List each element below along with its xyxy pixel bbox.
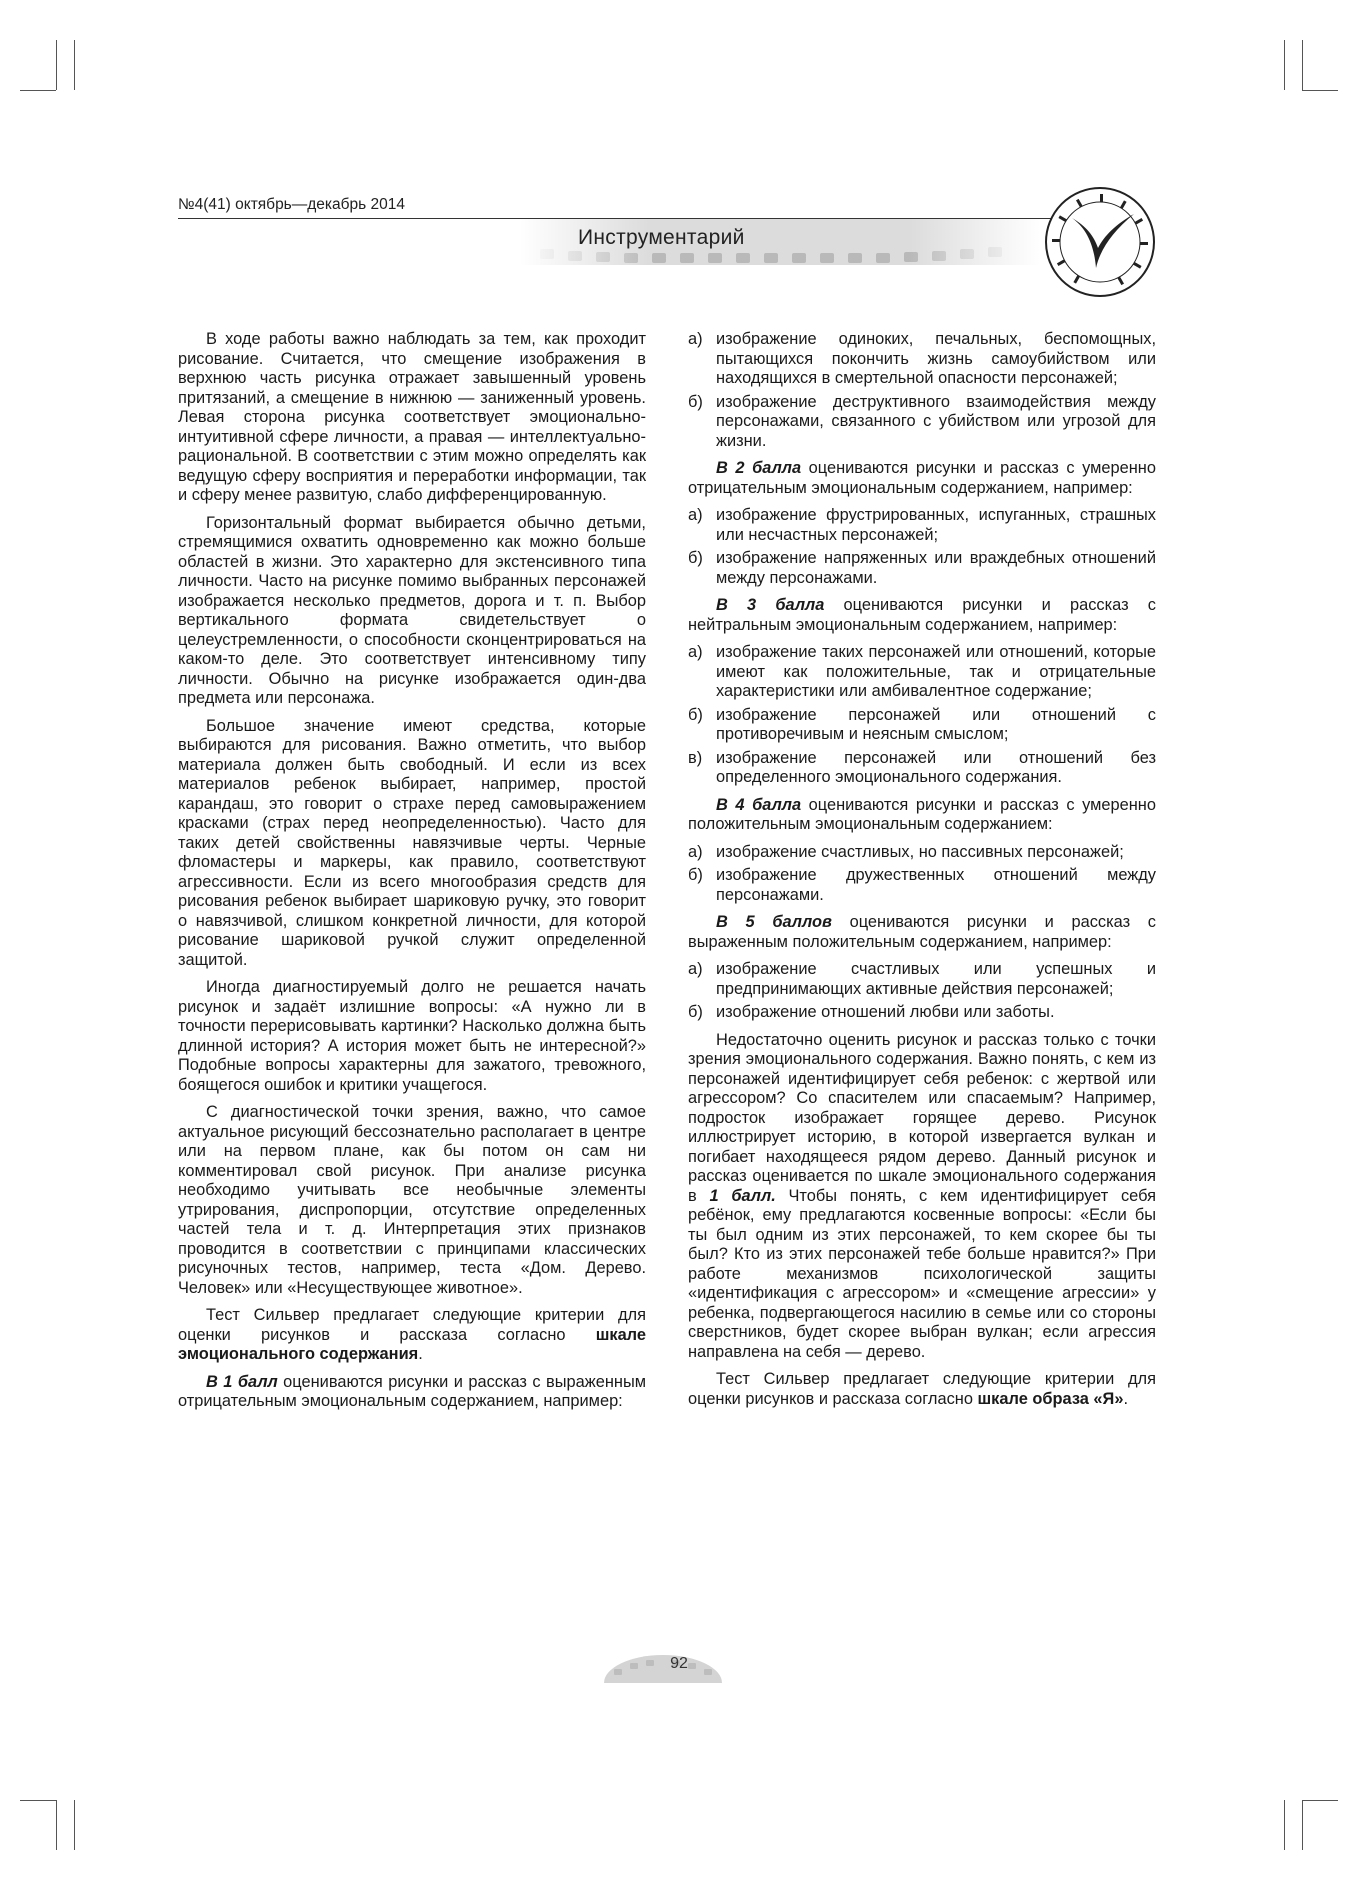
list-item: а) изображение счастливых, но пассивных персонажей; [688, 842, 1124, 861]
paragraph: В 1 балл оцениваются рисунки и рассказ с выраженным отрицательным эмоциональным содержанием, например: [178, 1372, 646, 1410]
crop-mark [20, 1800, 56, 1801]
journal-logo-icon [1042, 184, 1158, 300]
crop-mark [74, 1800, 75, 1850]
list-item: в) изображение персонажей или отношений без определенного эмоционального содержания. [688, 748, 1156, 786]
paragraph: Иногда диагностируемый долго не решается начать рисунок и задаёт излишние вопросы: «А нужно ли в точности перерисовывать картинки? Насколько должна быть длинной история? А история может быть не интересной?» Подобные вопросы характерны для зажатого, тревожного, боящегося ошибок и критики учащегося. [178, 978, 646, 1094]
crop-mark [1284, 1800, 1285, 1850]
paragraph: Тест Сильвер предлагает следующие критерии для оценки рисунков и рассказа согласно шкале образа «Я». [688, 1370, 1156, 1408]
crop-mark [56, 1800, 57, 1850]
crop-mark [74, 40, 75, 90]
list-item: б) изображение деструктивного взаимодействия между персонажами, связанного с убийством или угрозой для жизни. [688, 392, 1156, 450]
crop-mark [1284, 40, 1285, 90]
paragraph: В 3 балла оцениваются рисунки и рассказ с нейтральным эмоциональным содержанием, например: [688, 596, 1156, 634]
score-label: В 5 баллов [716, 913, 832, 931]
paragraph: Большое значение имеют средства, которые выбираются для рисования. Важно отметить, что выбор материала должен быть свободный. И если из всех материалов ребенок выбирает, например, простой карандаш, это говорит о страхе перед самовыражением красками (страх перед неопределенностью). Часто для таких детей свойственны навязчивые черты. Черные фломастеры и маркеры, как правило, соответствуют агрессивности. Если из всего многообразия средств для рисования ребенок выбирает шариковую ручку, это говорит о навязчивой, слишком конкретной личности, для которой рисование шариковой ручкой служит определенной защитой. [178, 716, 646, 969]
crop-mark [1302, 1800, 1303, 1850]
list-item: а) изображение таких персонажей или отношений, которые имеют как положительные, так и отрицательные характеристики или амбивалентное содержание; [688, 643, 1156, 700]
list-item: а) изображение фрустрированных, испуганных, страшных или несчастных персонажей; [688, 506, 1156, 544]
score-label: В 2 балла [716, 459, 802, 477]
paragraph: В 2 балла оцениваются рисунки и рассказ с умеренно отрицательным эмоциональным содержанием, например: [688, 459, 1156, 497]
score-label: В 4 балла [716, 795, 802, 814]
scale-name: шкале образа «Я» [977, 1389, 1124, 1408]
crop-mark [56, 40, 57, 90]
list-item: а) изображение одиноких, печальных, беспомощных, пытающихся покончить жизнь самоубийством или находящихся в смертельной опасности персонажей; [688, 330, 1156, 387]
issue-label: №4(41) октябрь—декабрь 2014 [178, 196, 406, 213]
score-label: В 1 балл [206, 1372, 278, 1391]
crop-mark [1302, 90, 1338, 91]
list-item: б) изображение напряженных или враждебных отношений между персонажами. [688, 549, 1156, 587]
section-title: Инструментарий [578, 226, 745, 249]
list-item: а) изображение счастливых или успешных и предпринимающих активные действия персонажей; [688, 960, 1156, 998]
score-label: 1 балл. [709, 1186, 776, 1205]
page-number: 92 [670, 1655, 688, 1672]
crop-mark [1302, 40, 1303, 90]
list-item: б) изображение дружественных отношений между персонажами. [688, 866, 1156, 904]
right-column [688, 330, 1156, 1417]
paragraph: Недостаточно оценить рисунок и рассказ только с точки зрения эмоционального содержания. Важно понять, с кем из персонажей идентифицирует себя ребенок: с жертвой или агрессором? Со спасителем или спасаемым? Например, подросток изображает горящее дерево. Рисунок иллюстрирует историю, в которой извергается вулкан и погибает находящееся рядом дерево. Данный рисунок и рассказ оценивается по шкале эмоционального содержания в 1 балл. Чтобы понять, с кем идентифицирует себя ребёнок, ему предлагаются косвенные вопросы: «Если бы ты был одним из этих персонажей, то кем скорее бы ты был? Кто из этих персонажей тебе больше нравится?» При работе механизмов психологической защиты «идентификация с агрессором» и «смещение агрессии» у ребенка, подвергающегося насилию в семье или со стороны сверстников, будет скорее выбран вулкан; если агрессия направлена на себя — дерево. [688, 1030, 1157, 1361]
paragraph: В 4 балла оцениваются рисунки и рассказ с умеренно положительным эмоциональным содержанием: [688, 795, 1156, 833]
crop-mark [1302, 1800, 1338, 1801]
paragraph: В 5 баллов оцениваются рисунки и рассказ с выраженным положительным содержанием, например: [688, 913, 1156, 951]
paragraph: Горизонтальный формат выбирается обычно детьми, стремящимися охватить одновременно как можно больше областей в жизни. Это характерно для экстенсивного типа личности. Часто на рисунке помимо выбранных персонажей изображается несколько предметов, дорога и т. п. Выбор вертикального формата свидетельствует о целеустремленности, о способности сконцентрироваться на каком-то деле. Это соответствует интенсивному типу личности. Обычно на рисунке изображается один-два предмета или персонажа. [178, 513, 646, 707]
score-label: В 3 балла [716, 596, 825, 614]
left-column [178, 330, 646, 1420]
scale-name: шкале эмоционального содержания [178, 1325, 646, 1363]
paragraph: Тест Сильвер предлагает следующие критерии для оценки рисунков и рассказа согласно шкале эмоционального содержания. [178, 1306, 646, 1363]
list-item: б) изображение отношений любви или заботы. [688, 1003, 1055, 1021]
crop-mark [20, 90, 56, 91]
paragraph: С диагностической точки зрения, важно, что самое актуальное рисующий бессознательно располагает в центре или на первом плане, как бы потом он сам ни комментировал свой рисунок. При анализе рисунка необходимо учитывать все необычные элементы утрирования, диспропорции, отсутствие определенных частей тела и т. д. Интерпретация этих признаков проводится в соответствии с принципами классических рисуночных тестов, например, теста «Дом. Дерево. Человек» или «Несуществующее животное». [178, 1103, 646, 1297]
paragraph: В ходе работы важно наблюдать за тем, как проходит рисование. Считается, что смещение изображения в верхнюю часть рисунка отражает завышенный уровень притязаний, а смещение в нижнюю — заниженный уровень. Левая сторона рисунка соответствует эмоционально-интуитивной сфере личности, а правая — интеллектуально-рациональной. В соответствии с этим можно определять как ведущую сферу восприятия и переработки информации, так и сферу менее развитую, слабо дифференцированную. [178, 330, 646, 504]
list-item: б) изображение персонажей или отношений с противоречивым и неясным смыслом; [688, 705, 1156, 743]
